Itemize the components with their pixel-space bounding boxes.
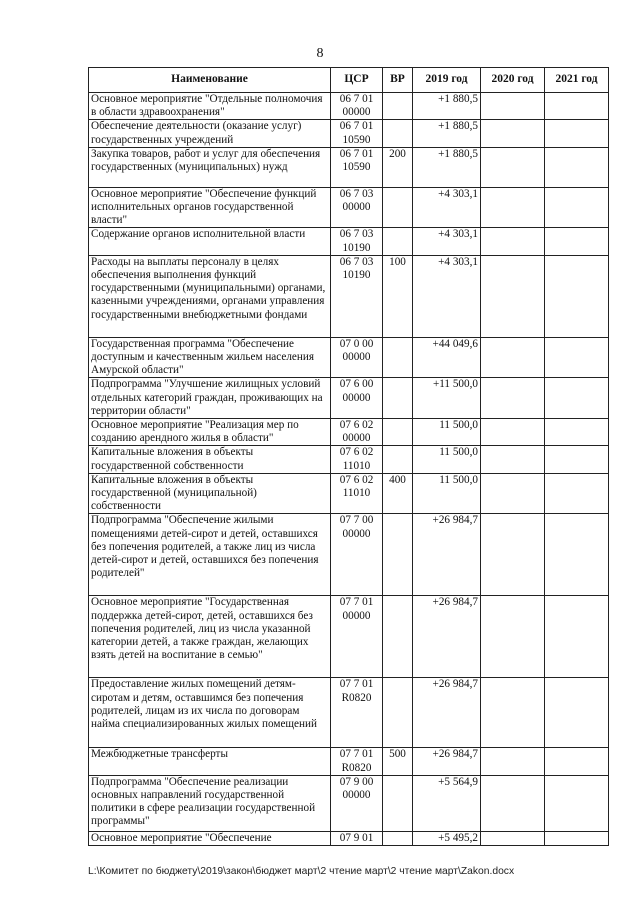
row-vr-cell: 200	[383, 147, 413, 187]
row-name-cell: Обеспечение деятельности (оказание услуг) государственных учреждений	[89, 120, 331, 147]
row-name-cell: Предоставление жилых помещений детям-сиротам и детям, оставшимся без попечения родителей, лицам из их числа по договорам найма специализированных жилых помещений	[89, 678, 331, 748]
row-2020-cell	[481, 831, 545, 845]
row-csr-cell: 07 7 00 00000	[331, 514, 383, 596]
table-row	[89, 147, 609, 187]
header-csr: ЦСР	[331, 68, 383, 93]
row-csr-cell: 06 7 03 10190	[331, 228, 383, 255]
row-2020-cell	[481, 446, 545, 473]
file-path-footer: L:\Комитет по бюджету\2019\закон\бюджет март\2 чтение март\2 чтение март\Zakon.docx	[88, 866, 515, 877]
row-2019-cell: +4 303,1	[413, 187, 481, 228]
row-2021-cell	[545, 255, 609, 337]
table-row	[89, 93, 609, 120]
header-vr: ВР	[383, 68, 413, 93]
row-2020-cell	[481, 596, 545, 678]
table-row	[89, 337, 609, 378]
row-2019-cell: 11 500,0	[413, 473, 481, 514]
row-2021-cell	[545, 337, 609, 378]
row-csr-cell: 07 7 01 R0820	[331, 678, 383, 748]
row-2020-cell	[481, 187, 545, 228]
table-row	[89, 120, 609, 147]
row-2021-cell	[545, 775, 609, 831]
row-vr-cell: 500	[383, 748, 413, 775]
row-vr-cell	[383, 831, 413, 845]
row-2020-cell	[481, 678, 545, 748]
table-row	[89, 831, 609, 845]
row-vr-cell	[383, 378, 413, 419]
row-name-cell: Капитальные вложения в объекты государственной собственности	[89, 446, 331, 473]
row-name-cell: Расходы на выплаты персоналу в целях обеспечения выполнения функций государственными (муниципальными) органами, казенными учреждениями, органами управления государственными внебюджетными фондами	[89, 255, 331, 337]
table-row	[89, 473, 609, 514]
row-name-cell: Содержание органов исполнительной власти	[89, 228, 331, 255]
page-number: 8	[316, 46, 324, 61]
row-2019-cell: +4 303,1	[413, 228, 481, 255]
table-row	[89, 775, 609, 831]
row-csr-cell: 06 7 01 10590	[331, 147, 383, 187]
header-2019: 2019 год	[413, 68, 481, 93]
row-csr-cell: 06 7 01 00000	[331, 93, 383, 120]
header-name: Наименование	[89, 68, 331, 93]
row-csr-cell: 06 7 03 00000	[331, 187, 383, 228]
row-2021-cell	[545, 678, 609, 748]
row-name-cell: Основное мероприятие "Отдельные полномочия в области здравоохранения"	[89, 93, 331, 120]
table-row	[89, 378, 609, 419]
row-name-cell: Основное мероприятие "Обеспечение	[89, 831, 331, 845]
table-row	[89, 514, 609, 596]
row-2019-cell: +26 984,7	[413, 514, 481, 596]
row-2021-cell	[545, 147, 609, 187]
row-name-cell: Закупка товаров, работ и услуг для обеспечения государственных (муниципальных) нужд	[89, 147, 331, 187]
row-2020-cell	[481, 93, 545, 120]
row-2020-cell	[481, 514, 545, 596]
row-2020-cell	[481, 378, 545, 419]
row-2020-cell	[481, 748, 545, 775]
row-2020-cell	[481, 775, 545, 831]
row-csr-cell: 06 7 03 10190	[331, 255, 383, 337]
row-csr-cell: 07 7 01 00000	[331, 596, 383, 678]
row-name-cell: Подпрограмма "Улучшение жилищных условий отдельных категорий граждан, проживающих на территории области"	[89, 378, 331, 419]
table-body	[89, 93, 609, 846]
row-2021-cell	[545, 187, 609, 228]
row-vr-cell	[383, 93, 413, 120]
row-2019-cell: +5 495,2	[413, 831, 481, 845]
row-2021-cell	[545, 596, 609, 678]
row-name-cell: Подпрограмма "Обеспечение реализации основных направлений государственной политики в сфере реализации государственной программы"	[89, 775, 331, 831]
row-csr-cell: 07 6 02 11010	[331, 446, 383, 473]
table-row	[89, 419, 609, 446]
table-row	[89, 187, 609, 228]
row-vr-cell	[383, 678, 413, 748]
row-2019-cell: +1 880,5	[413, 120, 481, 147]
table-row	[89, 596, 609, 678]
row-name-cell: Капитальные вложения в объекты государственной (муниципальной) собственности	[89, 473, 331, 514]
table-row	[89, 446, 609, 473]
row-csr-cell: 07 7 01 R0820	[331, 748, 383, 775]
row-2020-cell	[481, 120, 545, 147]
row-vr-cell	[383, 596, 413, 678]
row-csr-cell: 07 9 00 00000	[331, 775, 383, 831]
row-vr-cell	[383, 419, 413, 446]
row-2019-cell: 11 500,0	[413, 446, 481, 473]
row-csr-cell: 07 9 01	[331, 831, 383, 845]
row-2019-cell: +1 880,5	[413, 147, 481, 187]
row-2019-cell: +1 880,5	[413, 93, 481, 120]
row-2019-cell: +26 984,7	[413, 748, 481, 775]
row-vr-cell	[383, 337, 413, 378]
row-vr-cell: 100	[383, 255, 413, 337]
row-2019-cell: 11 500,0	[413, 419, 481, 446]
row-2020-cell	[481, 419, 545, 446]
row-name-cell: Межбюджетные трансферты	[89, 748, 331, 775]
row-2020-cell	[481, 228, 545, 255]
row-2020-cell	[481, 337, 545, 378]
budget-table	[88, 67, 609, 846]
row-name-cell: Подпрограмма "Обеспечение жилыми помещениями детей-сирот и детей, оставшихся без попечения родителей, а также лиц из числа детей-сирот и детей, оставшихся без попечения родителей"	[89, 514, 331, 596]
row-name-cell: Государственная программа "Обеспечение доступным и качественным жильем населения Амурской области"	[89, 337, 331, 378]
row-2021-cell	[545, 831, 609, 845]
row-2019-cell: +26 984,7	[413, 678, 481, 748]
row-2019-cell: +4 303,1	[413, 255, 481, 337]
table-row	[89, 228, 609, 255]
header-2021: 2021 год	[545, 68, 609, 93]
row-csr-cell: 07 6 02 11010	[331, 473, 383, 514]
row-2021-cell	[545, 93, 609, 120]
row-vr-cell	[383, 187, 413, 228]
row-csr-cell: 07 0 00 00000	[331, 337, 383, 378]
row-csr-cell: 07 6 00 00000	[331, 378, 383, 419]
header-2020: 2020 год	[481, 68, 545, 93]
row-2020-cell	[481, 255, 545, 337]
row-2021-cell	[545, 473, 609, 514]
row-2020-cell	[481, 473, 545, 514]
row-2021-cell	[545, 378, 609, 419]
row-2019-cell: +5 564,9	[413, 775, 481, 831]
row-vr-cell	[383, 775, 413, 831]
row-2021-cell	[545, 120, 609, 147]
row-vr-cell	[383, 228, 413, 255]
table-row	[89, 748, 609, 775]
row-vr-cell	[383, 446, 413, 473]
row-name-cell: Основное мероприятие "Обеспечение функций исполнительных органов государственной власти"	[89, 187, 331, 228]
row-name-cell: Основное мероприятие "Государственная поддержка детей-сирот, детей, оставшихся без попечения родителей, лиц из числа указанной категории детей, а также граждан, желающих взять детей на воспитание в семью"	[89, 596, 331, 678]
row-csr-cell: 07 6 02 00000	[331, 419, 383, 446]
row-2020-cell	[481, 147, 545, 187]
row-2021-cell	[545, 748, 609, 775]
row-vr-cell: 400	[383, 473, 413, 514]
row-2019-cell: +26 984,7	[413, 596, 481, 678]
row-2021-cell	[545, 446, 609, 473]
row-vr-cell	[383, 514, 413, 596]
table-header-row	[89, 68, 609, 93]
row-vr-cell	[383, 120, 413, 147]
table-row	[89, 255, 609, 337]
row-2019-cell: +44 049,6	[413, 337, 481, 378]
row-2021-cell	[545, 514, 609, 596]
row-2019-cell: +11 500,0	[413, 378, 481, 419]
row-csr-cell: 06 7 01 10590	[331, 120, 383, 147]
row-2021-cell	[545, 419, 609, 446]
row-name-cell: Основное мероприятие "Реализация мер по созданию арендного жилья в области"	[89, 419, 331, 446]
row-2021-cell	[545, 228, 609, 255]
table-row	[89, 678, 609, 748]
